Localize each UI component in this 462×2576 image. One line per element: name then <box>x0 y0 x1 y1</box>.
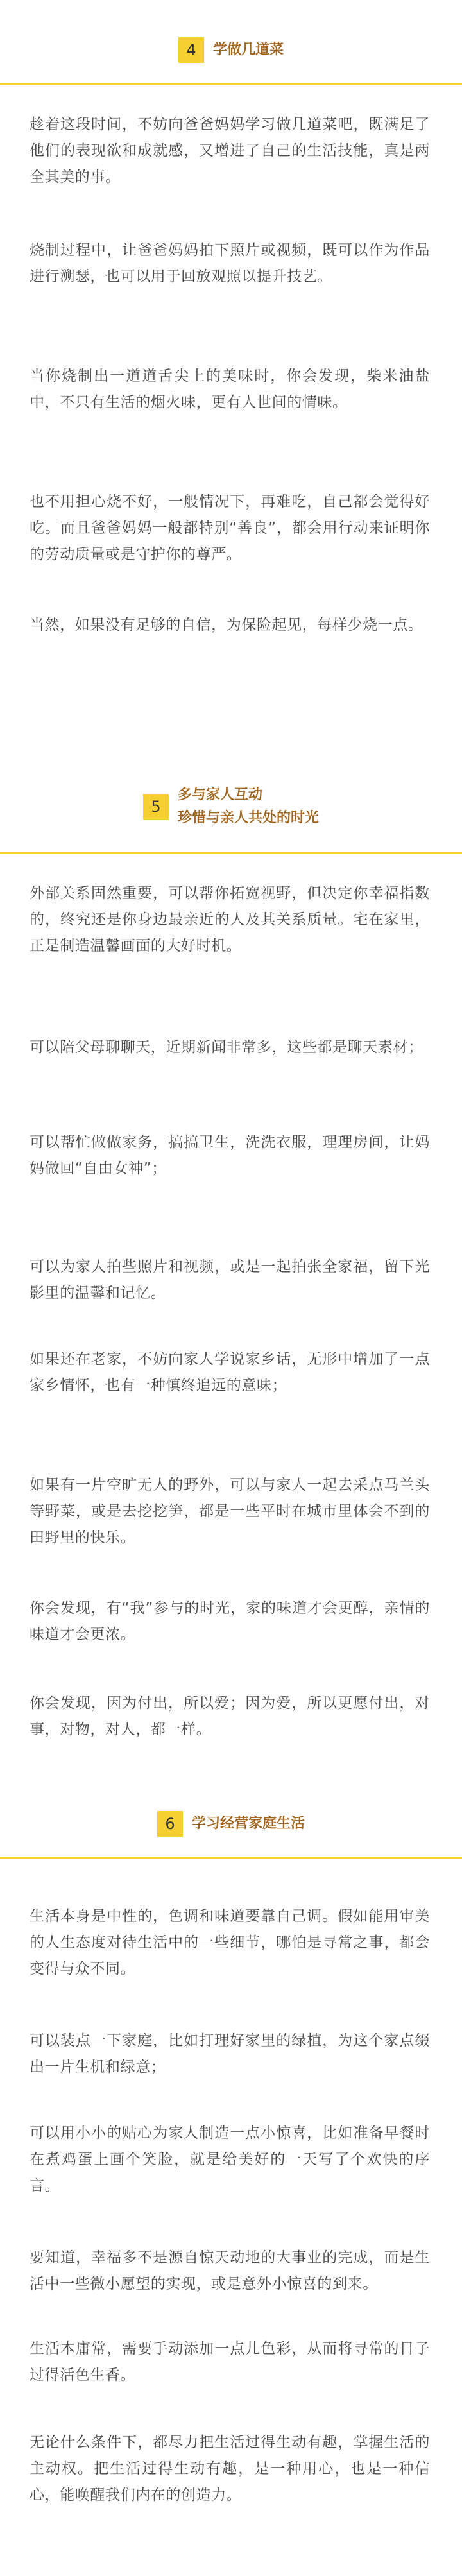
paragraph: 可以为家人拍些照片和视频，或是一起拍张全家福，留下光影里的温馨和记忆。 <box>30 1258 430 1301</box>
paragraph: 可以装点一下家庭，比如打理好家里的绿植，为这个家点缀出一片生机和绿意； <box>30 2032 430 2075</box>
paragraph: 可以陪父母聊聊天，近期新闻非常多，这些都是聊天素材； <box>30 1039 424 1056</box>
section-title: 多与家人互动 <box>177 787 262 803</box>
section-subtitle: 珍惜与亲人共处的时光 <box>177 810 319 826</box>
section-title: 学做几道菜 <box>212 42 284 58</box>
paragraph: 你会发现，因为付出，所以爱；因为爱，所以更愿付出，对事，对物，对人，都一样。 <box>30 1695 430 1738</box>
paragraph: 趁着这段时间，不妨向爸爸妈妈学习做几道菜吧，既满足了他们的表现欲和成就感，又增进了自己的生活技能，真是两全其美的事。 <box>30 116 430 185</box>
section-divider <box>0 1857 462 1859</box>
section-4-header <box>0 37 462 63</box>
paragraph: 生活本庸常，需要手动添加一点儿色彩，从而将寻常的日子过得活色生香。 <box>30 2340 430 2383</box>
paragraph: 如果还在老家，不妨向家人学说家乡话，无形中增加了一点家乡情怀，也有一种慎终追远的意味； <box>30 1351 430 1394</box>
section-divider <box>0 852 462 854</box>
section-number-badge: 4 <box>178 37 204 63</box>
section-title: 学习经营家庭生活 <box>191 1816 305 1832</box>
paragraph: 生活本身是中性的，色调和味道要靠自己调。假如能用审美的人生态度对待生活中的一些细节，哪怕是寻常之事，都会变得与众不同。 <box>30 1908 430 1977</box>
paragraph: 你会发现，有“我”参与的时光，家的味道才会更醇，亲情的味道才会更浓。 <box>30 1600 430 1643</box>
paragraph: 外部关系固然重要，可以帮你拓宽视野，但决定你幸福指数的，终究还是你身边最亲近的人及其关系质量。宅在家里，正是制造温馨画面的大好时机。 <box>30 885 430 954</box>
paragraph: 烧制过程中，让爸爸妈妈拍下照片或视频，既可以作为作品进行溯瑟，也可以用于回放观照以提升技艺。 <box>30 242 430 285</box>
paragraph: 无论什么条件下，都尽力把生活过得生动有趣，掌握生活的主动权。把生活过得生动有趣，是一种用心，也是一种信心，能唤醒我们内在的创造力。 <box>30 2434 430 2503</box>
paragraph: 当然，如果没有足够的自信，为保险起见，每样少烧一点。 <box>30 617 424 633</box>
paragraph: 也不用担心烧不好，一般情况下，再难吃，自己都会觉得好吃。而且爸爸妈妈一般都特别“善良”，都会用行动来证明你的劳动质量或是守护你的尊严。 <box>30 494 430 563</box>
section-6-header <box>0 1811 462 1837</box>
paragraph: 当你烧制出一道道舌尖上的美味时，你会发现，柴米油盐中，不只有生活的烟火味，更有人世间的情味。 <box>30 368 430 411</box>
paragraph: 要知道，幸福多不是源自惊天动地的大事业的完成，而是生活中一些微小愿望的实现，或是意外小惊喜的到来。 <box>30 2249 430 2292</box>
paragraph: 可以帮忙做做家务，搞搞卫生，洗洗衣服，理理房间，让妈妈做回“自由女神”； <box>30 1134 430 1177</box>
paragraph: 如果有一片空旷无人的野外，可以与家人一起去采点马兰头等野菜，或是去挖挖笋，都是一些平时在城市里体会不到的田野里的快乐。 <box>30 1477 430 1546</box>
section-5-header <box>0 787 462 827</box>
section-number-badge: 6 <box>157 1811 183 1837</box>
section-number-badge: 5 <box>143 794 169 820</box>
section-divider <box>0 83 462 85</box>
paragraph: 可以用小小的贴心为家人制造一点小惊喜，比如准备早餐时在煮鸡蛋上画个笑脸，就是给美好的一天写了个欢快的序言。 <box>30 2125 430 2194</box>
